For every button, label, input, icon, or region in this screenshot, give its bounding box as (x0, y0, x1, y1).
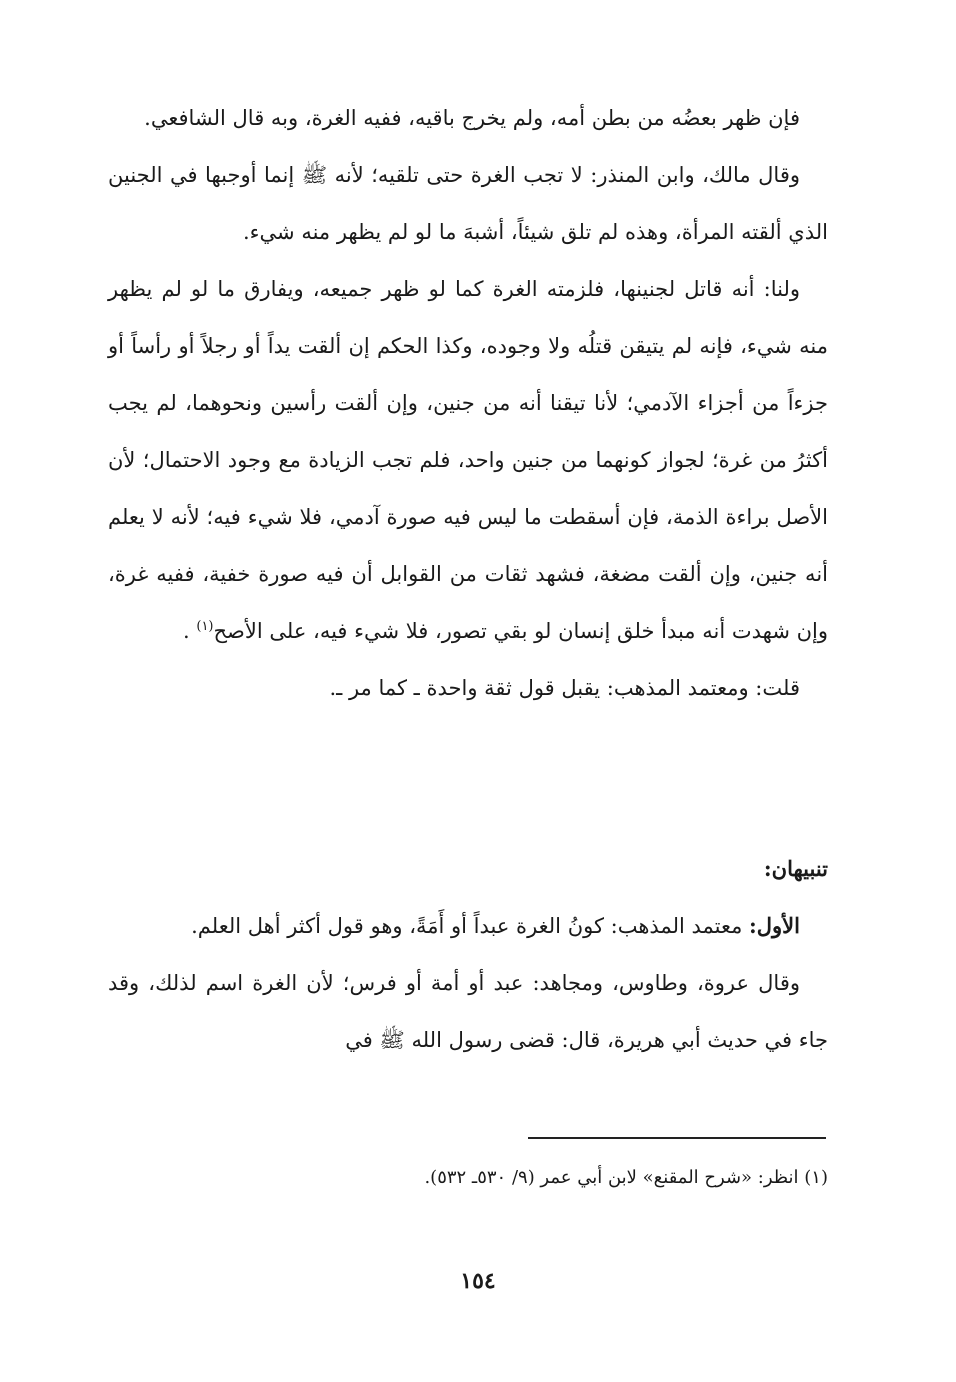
paragraph-1: فإن ظهر بعضُه من بطن أمه، ولم يخرج باقيه، ففيه الغرة، وبه قال الشافعي. (144, 106, 800, 130)
first-note-paragraph (108, 897, 828, 955)
paragraph-3-end: . (182, 619, 190, 643)
footnote-separator (528, 1137, 826, 1139)
section-heading: تنبيهان: (763, 856, 828, 881)
main-text (108, 90, 828, 717)
paragraph-3-text: ولنا: أنه قاتل لجنينها، فلزمته الغرة كما لو ظهر جميعه، ويفارق ما لو لم يظهر منه شيء، فإنه لم يتيقن قتلُه ولا وجوده، وكذا الحكم إن ألقت يداً أو رجلاً أو رأساً أو جزءاً من أجزاء الآدمي؛ لأنا تيقنا أنه من جنين، وإن ألقت رأسين ونحوهما، لم يجب أكثرُ من غرة؛ لجواز كونهما من جنين واحد، فلم تجب الزيادة مع وجود الاحتمال؛ لأن الأصل براءة الذمة، فإن أسقطت ما ليس فيه صورة آدمي، فلا شيء فيه؛ لأنه لا يعلم أنه جنين، وإن ألقت مضغة، فشهد ثقات من القوابل أن فيه صورة خفية، ففيه غرة، وإن شهدت أنه مبدأ خلق إنسان لو بقي تصور، فلا شيء فيه، على الأصح (108, 277, 828, 643)
first-note-label: الأول: (749, 913, 800, 938)
footnote: (١) انظر: «شرح المقنع» لابن أبي عمر (٩/ ٥٣٠ـ ٥٣٢). (424, 1167, 828, 1188)
first-note-text: معتمد المذهب: كونُ الغرة عبداً أو أَمَةً، وهو قول أكثر أهل العلم. (191, 914, 750, 938)
footnote-reference: (١) (196, 619, 214, 634)
paragraph-3 (108, 261, 828, 660)
paragraph-4: قلت: ومعتمد المذهب: يقبل قول ثقة واحدة ـ كما مر ـ. (329, 676, 800, 700)
last-paragraph: وقال عروة، وطاوس، ومجاهد: عبد أو أمة أو فرس؛ لأن الغرة اسم لذلك، وقد جاء في حديث أبي هريرة، قال: قضى رسول الله ﷺ في (108, 971, 828, 1052)
page-number: ١٥٤ (460, 1268, 496, 1294)
paragraph-2: وقال مالك، وابن المنذر: لا تجب الغرة حتى تلقيه؛ لأنه ﷺ إنما أوجبها في الجنين الذي ألقته المرأة، وهذه لم تلق شيئاً، أشبهَ ما لو لم يظهر منه شيء. (108, 163, 828, 244)
notes-section (108, 840, 828, 1069)
